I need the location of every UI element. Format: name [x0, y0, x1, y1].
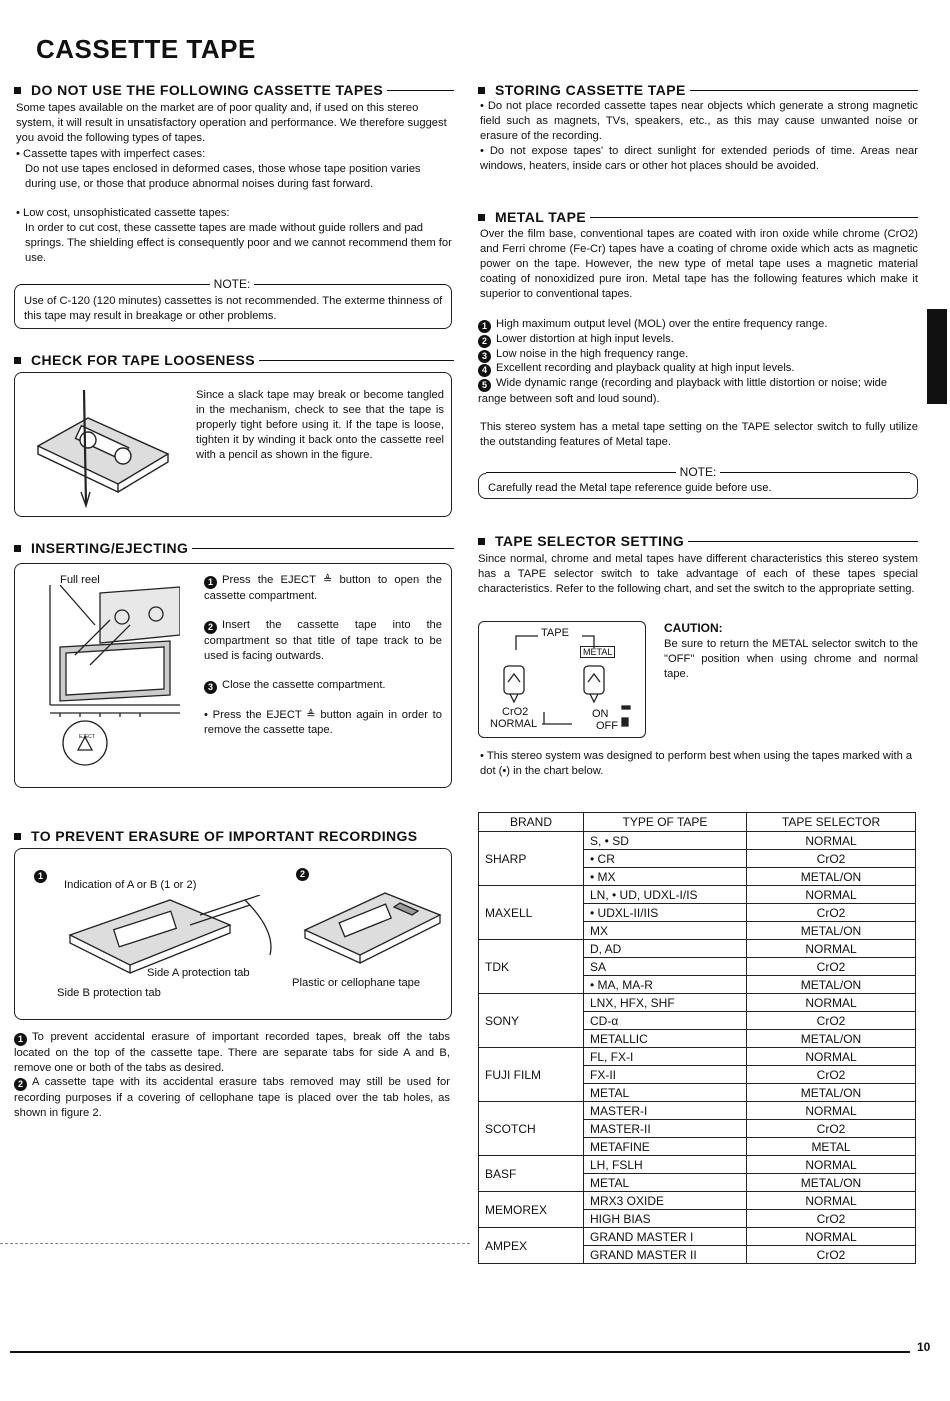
selector-cell: NORMAL [747, 940, 916, 958]
footer-rule [10, 1351, 910, 1353]
type-cell: D, AD [584, 940, 747, 958]
page-edge-tab [927, 309, 947, 404]
fig-side-a-label: Side A protection tab [147, 967, 250, 979]
selector-cell: METAL/ON [747, 976, 916, 994]
selector-cell: NORMAL [747, 886, 916, 904]
section-heading-inserting: INSERTING/EJECTING [14, 540, 454, 556]
eject-button-label: EJECT [79, 734, 95, 740]
brand-cell: SONY [479, 994, 584, 1048]
erasure-paragraph-2: 2 A cassette tape with its accidental erasure tabs removed may still be used for recording purposes if a covering of cellophane tape is placed over the tab holes, as shown in figure 2. [14, 1076, 450, 1119]
selector-cell: METAL/ON [747, 1084, 916, 1102]
section-heading-looseness: CHECK FOR TAPE LOOSENESS [14, 352, 454, 368]
type-cell: LN, • UD, UDXL-I/IS [584, 886, 747, 904]
type-cell: • MA, MA-R [584, 976, 747, 994]
section-heading-erasure: TO PREVENT ERASURE OF IMPORTANT RECORDINGS [14, 828, 454, 844]
selector-cell: NORMAL [747, 1048, 916, 1066]
table-row [479, 886, 916, 904]
fig-tape-label: TAPE [541, 627, 569, 639]
cassette-tab-illustration [60, 895, 280, 975]
brand-cell: SHARP [479, 832, 584, 886]
dot-note: • This stereo system was designed to perform best when using the tapes marked with a dot (•) in the chart below. [480, 750, 913, 777]
header-type: TYPE OF TAPE [584, 813, 747, 832]
header-brand: BRAND [479, 813, 584, 832]
brand-cell: TDK [479, 940, 584, 994]
fig-label-full-reel: Full reel [60, 574, 100, 586]
section-heading-do-not-use: DO NOT USE THE FOLLOWING CASSETTE TAPES [14, 82, 454, 98]
type-cell: LNX, HFX, SHF [584, 994, 747, 1012]
section-heading-storing: STORING CASSETTE TAPE [478, 82, 918, 98]
table-row [479, 1102, 916, 1120]
type-cell: S, • SD [584, 832, 747, 850]
feature-2-icon: 2 [478, 335, 491, 348]
fig-2-icon: 2 [296, 868, 309, 881]
cassette-insert-illustration [30, 585, 180, 780]
fig-indication-label: Indication of A or B (1 or 2) [64, 879, 197, 891]
fig-metal-label: METAL [580, 646, 615, 658]
type-cell: • CR [584, 850, 747, 868]
insert-step-4: • Press the EJECT ≜ button again in order to remove the cassette tape. [204, 709, 442, 736]
note-header-metal: NOTE: [486, 465, 910, 479]
storing-bullet-2: • Do not expose tapes' to direct sunlight for extended periods of time. Areas near windows, heaters, inside cars or other hot places should be avoided. [480, 145, 918, 172]
type-cell: MASTER-II [584, 1120, 747, 1138]
page-number: 10 [917, 1340, 931, 1354]
brand-cell: AMPEX [479, 1228, 584, 1264]
fig-plastic-label: Plastic or cellophane tape [292, 977, 421, 989]
insert-step-1: 1 Press the EJECT ≜ button to open the cassette compartment. [204, 574, 442, 602]
bullet-low-cost-title: • Low cost, unsophisticated cassette tapes: [16, 207, 230, 219]
fig-normal-label: NORMAL [490, 718, 538, 730]
selector-cell: NORMAL [747, 994, 916, 1012]
do-not-use-intro: Some tapes available on the market are of poor quality and, if used on this stereo system, it will result in unsatisfactory operation and performance. We therefore suggest you avoid the following types of tapes. [16, 102, 447, 144]
type-cell: MX [584, 922, 747, 940]
selector-cell: CrO2 [747, 1066, 916, 1084]
type-cell: HIGH BIAS [584, 1210, 747, 1228]
looseness-text: Since a slack tape may break or become tangled in the mechanism, check to see that the tape is properly tight before using it. If the tape is loose, tighten it by winding it back onto the cassette reel with a pencil as shown in the figure. [196, 389, 444, 461]
selector-cell: CrO2 [747, 904, 916, 922]
feature-1-icon: 1 [478, 320, 491, 333]
type-cell: SA [584, 958, 747, 976]
type-cell: METAL [584, 1084, 747, 1102]
step-1-icon: 1 [204, 576, 217, 589]
type-cell: GRAND MASTER I [584, 1228, 747, 1246]
feature-4-icon: 4 [478, 364, 491, 377]
brand-cell: MAXELL [479, 886, 584, 940]
bullet-imperfect-cases-text: Do not use tapes enclosed in deformed cases, those whose tape position varies during use, or those that produce abnormal noises during fast forward. [25, 163, 421, 190]
metal-feature-3: 3 Low noise in the high frequency range. [478, 347, 918, 363]
selector-cell: NORMAL [747, 1156, 916, 1174]
selector-cell: CrO2 [747, 1120, 916, 1138]
type-cell: METALLIC [584, 1030, 747, 1048]
type-cell: MASTER-I [584, 1102, 747, 1120]
brand-cell: SCOTCH [479, 1102, 584, 1156]
metal-feature-2: 2 Lower distortion at high input levels. [478, 332, 918, 348]
note-header: NOTE: [20, 277, 444, 291]
brand-cell: FUJI FILM [479, 1048, 584, 1102]
scan-artifact-line [0, 1243, 470, 1244]
selector-cell: METAL/ON [747, 1030, 916, 1048]
type-cell: • UDXL-II/IIS [584, 904, 747, 922]
bullet-imperfect-cases-title: • Cassette tapes with imperfect cases: [16, 148, 206, 160]
metal-outro: This stereo system has a metal tape setting on the TAPE selector switch to fully utilize the outstanding features of Metal tape. [480, 421, 918, 448]
insert-step-2: 2 Insert the cassette tape into the compartment so that title of tape track to be used is facing outwards. [204, 619, 442, 662]
metal-feature-4: 4 Excellent recording and playback quality at high input levels. [478, 361, 918, 377]
type-cell: METAL [584, 1174, 747, 1192]
metal-feature-5: 5 Wide dynamic range (recording and playback with little distortion or noise; wide range between soft and loud sound). [478, 377, 888, 405]
type-cell: FL, FX-I [584, 1048, 747, 1066]
selector-cell: CrO2 [747, 1210, 916, 1228]
table-row [479, 994, 916, 1012]
header-selector: TAPE SELECTOR [747, 813, 916, 832]
feature-3-icon: 3 [478, 350, 491, 363]
erasure-1-icon: 1 [14, 1033, 27, 1046]
table-row [479, 1228, 916, 1246]
table-row [479, 1156, 916, 1174]
brand-cell: MEMOREX [479, 1192, 584, 1228]
table-row [479, 832, 916, 850]
selector-cell: CrO2 [747, 1246, 916, 1264]
selector-cell: NORMAL [747, 1192, 916, 1210]
selector-cell: NORMAL [747, 1102, 916, 1120]
pencil-winding-illustration [28, 380, 178, 508]
fig-on-label: ON [592, 708, 609, 720]
erasure-paragraph-1: 1 To prevent accidental erasure of important recorded tapes, break off the tabs located on the top of the cassette tape. There are separate tabs for side A and B, remove one or both of the tabs as desired. [14, 1031, 450, 1074]
table-row [479, 940, 916, 958]
metal-feature-1: 1 High maximum output level (MOL) over the entire frequency range. [478, 317, 918, 333]
feature-5-icon: 5 [478, 379, 491, 392]
selector-cell: CrO2 [747, 1012, 916, 1030]
cassette-cellophane-illustration [300, 885, 445, 965]
selector-cell: CrO2 [747, 958, 916, 976]
table-header-row [479, 813, 916, 832]
caution-label: CAUTION: [664, 621, 723, 635]
type-cell: MRX3 OXIDE [584, 1192, 747, 1210]
type-cell: METAFINE [584, 1138, 747, 1156]
note-c120-text: Use of C-120 (120 minutes) cassettes is not recommended. The exterme thinness of this tape may result in breakage or other problems. [24, 295, 443, 322]
selector-cell: METAL/ON [747, 922, 916, 940]
table-row [479, 1048, 916, 1066]
selector-cell: NORMAL [747, 832, 916, 850]
type-cell: • MX [584, 868, 747, 886]
fig-side-b-label: Side B protection tab [57, 987, 161, 999]
selector-intro: Since normal, chrome and metal tapes have different characteristics this stereo system has a TAPE selector switch to take advantage of each of these tapes special characteristics. Refer to the following chart, and set the switch to the appropriate setting. [478, 553, 918, 595]
fig-off-label: OFF [596, 720, 618, 732]
type-cell: GRAND MASTER II [584, 1246, 747, 1264]
bullet-low-cost-text: In order to cut cost, these cassette tapes are made without guide rollers and pad springs. The shielding effect is consequently poor and we cannot recommend them for use. [25, 222, 452, 264]
fig-1-icon: 1 [34, 870, 47, 883]
selector-cell: NORMAL [747, 1228, 916, 1246]
insert-step-3: 3 Close the cassette compartment. [204, 678, 442, 694]
step-2-icon: 2 [204, 621, 217, 634]
selector-cell: METAL/ON [747, 868, 916, 886]
note-metal-text: Carefully read the Metal tape reference guide before use. [488, 482, 772, 494]
storing-bullet-1: • Do not place recorded cassette tapes near objects which generate a strong magnetic field such as magnets, TVs, speakers, etc., as this may cause unwanted noise or erasure of the recording. [480, 100, 918, 142]
page-title: CASSETTE TAPE [36, 34, 256, 64]
metal-intro: Over the film base, conventional tapes are coated with iron oxide while chrome (CrO2) and Ferri chrome (Fe-Cr) tapes have a coating of chrome oxide which acts as magnetic power on the tape. However, the new type of metal tape uses a magnetic material coating of nonoxidized pure iron. Metal tape has the following features which make it superior to conventional tapes. [480, 228, 918, 300]
step-3-icon: 3 [204, 681, 217, 694]
selector-cell: METAL [747, 1138, 916, 1156]
brand-cell: BASF [479, 1156, 584, 1192]
table-row [479, 1192, 916, 1210]
type-cell: CD-α [584, 1012, 747, 1030]
erasure-2-icon: 2 [14, 1078, 27, 1091]
selector-cell: CrO2 [747, 850, 916, 868]
type-cell: FX-II [584, 1066, 747, 1084]
caution-text: Be sure to return the METAL selector switch to the "OFF" position when using chrome and normal tape. [664, 638, 918, 680]
section-heading-selector: TAPE SELECTOR SETTING [478, 533, 918, 549]
fig-cro2-label: CrO2 [502, 706, 529, 718]
type-cell: LH, FSLH [584, 1156, 747, 1174]
tape-selector-table [478, 812, 916, 1264]
section-heading-metal: METAL TAPE [478, 209, 918, 225]
selector-cell: METAL/ON [747, 1174, 916, 1192]
